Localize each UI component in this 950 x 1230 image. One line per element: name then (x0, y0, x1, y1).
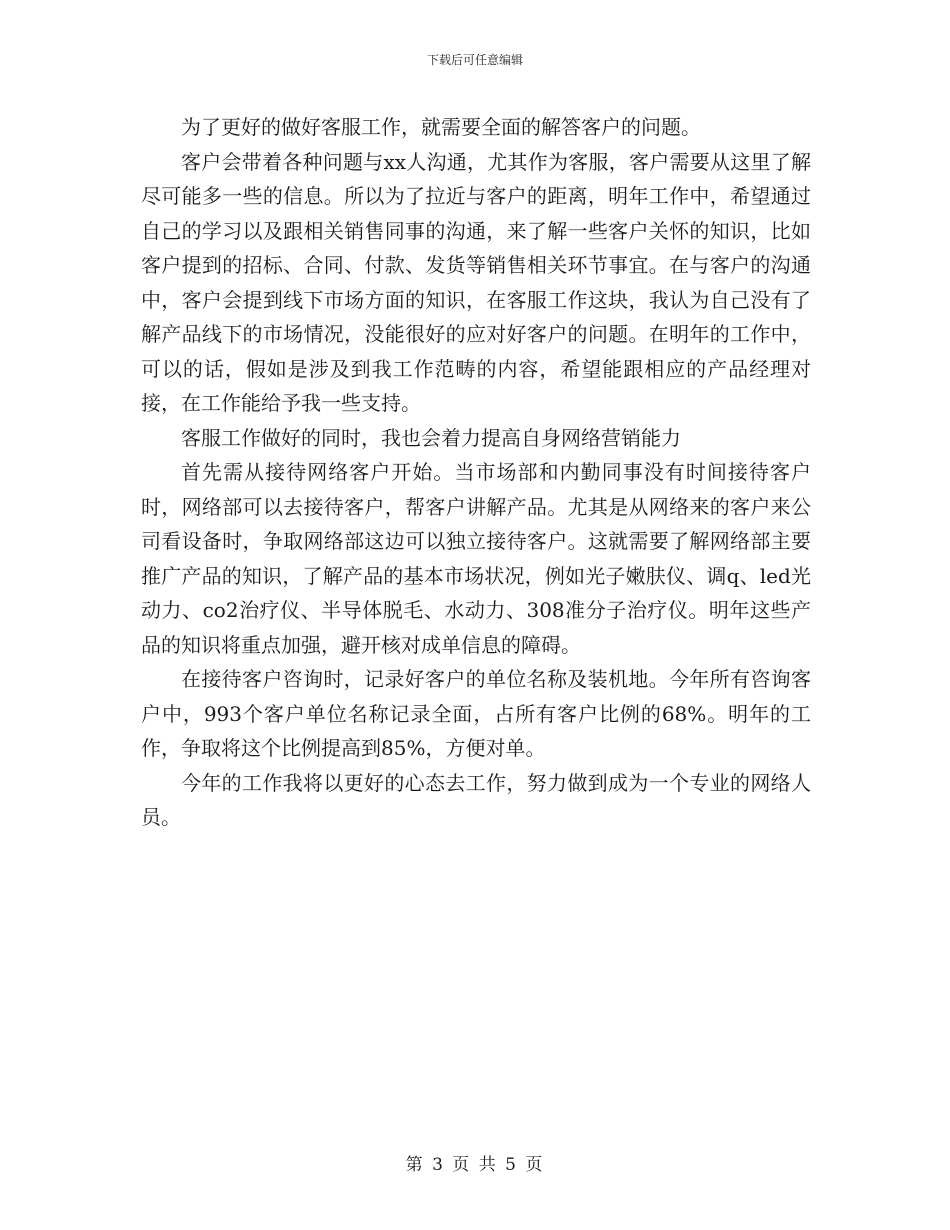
paragraph: 为了更好的做好客服工作，就需要全面的解答客户的问题。 (181, 115, 701, 139)
paragraph: 今年的工作我将以更好的心态去工作，努力做到成为一个专业的网络人员。 (141, 770, 811, 829)
document-body (141, 110, 811, 835)
paragraph: 客户会带着各种问题与xx人沟通，尤其作为客服，客户需要从这里了解尽可能多一些的信息。所以为了拉近与客户的距离，明年工作中，希望通过自己的学习以及跟相关销售同事的沟通，来了解一些客户关怀的知识，比如客户提到的招标、合同、付款、发货等销售相关环节事宜。在与客户的沟通中，客户会提到线下市场方面的知识，在客服工作这块，我认为自己没有了解产品线下的市场情况，没能很好的应对好客户的问题。在明年的工作中，可以的话，假如是涉及到我工作范畴的内容，希望能跟相应的产品经理对接，在工作能给予我一些支持。 (141, 149, 811, 415)
page-header: 下载后可任意编辑 (426, 53, 523, 67)
paragraph: 在接待客户咨询时，记录好客户的单位名称及装机地。今年所有咨询客户中，993个客户单位名称记录全面，占所有客户比例的68%。明年的工作，争取将这个比例提高到85%，方便对单。 (141, 667, 811, 760)
page-number-footer: 第 3 页 共 5 页 (405, 1155, 545, 1175)
paragraph: 客服工作做好的同时，我也会着力提高自身网络营销能力 (181, 425, 681, 450)
paragraph: 首先需从接待网络客户开始。当市场部和内勤同事没有时间接待客户时，网络部可以去接待客户，帮客户讲解产品。尤其是从网络来的客户来公司看设备时，争取网络部这边可以独立接待客户。这就需要了解网络部主要推广产品的知识，了解产品的基本市场状况，例如光子嫩肤仪、调q、led光动力、co2治疗仪、半导体脱毛、水动力、308准分子治疗仪。明年这些产品的知识将重点加强，避开核对成单信息的障碍。 (141, 460, 811, 657)
